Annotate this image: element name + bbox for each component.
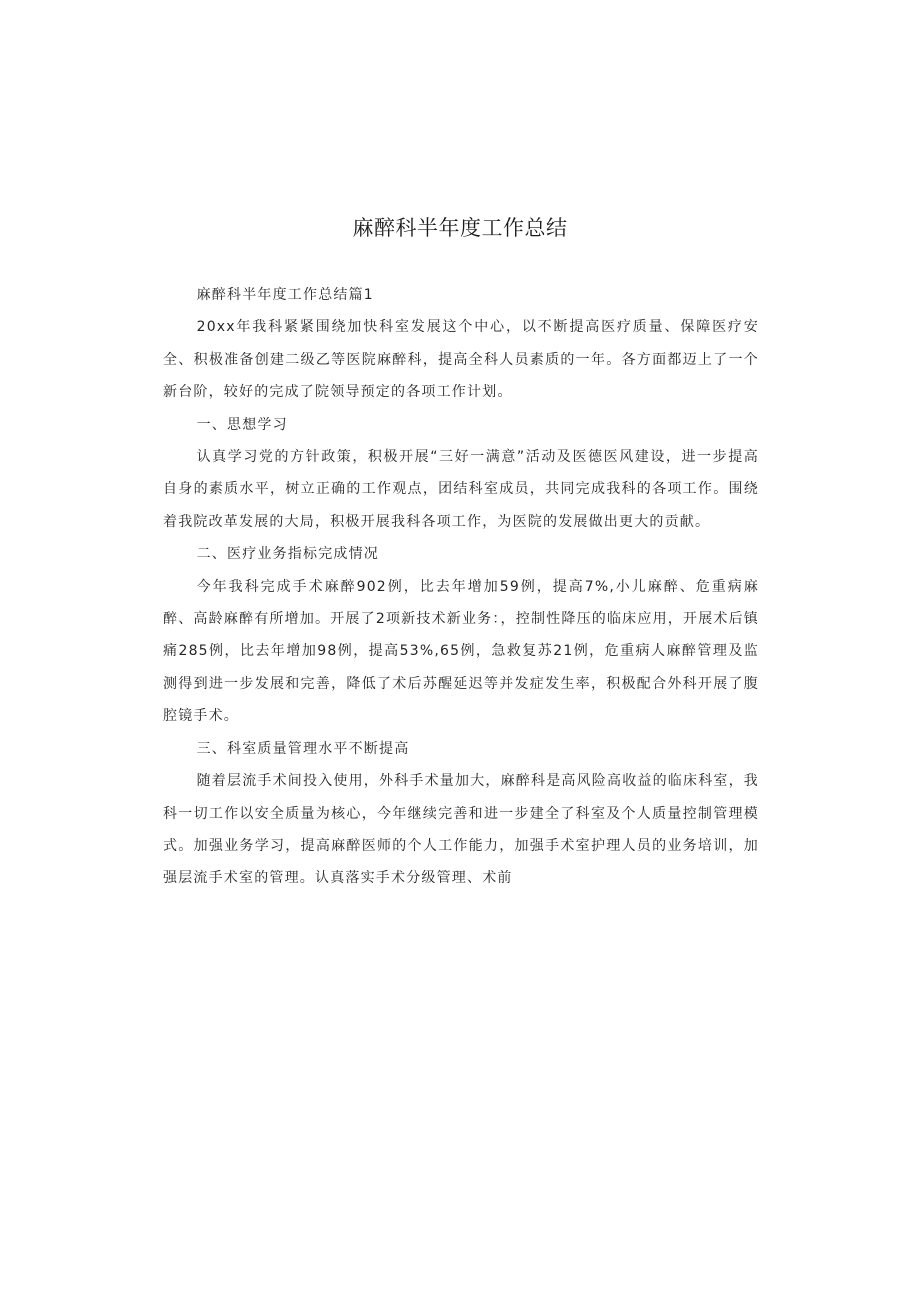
- document-title: 麻醉科半年度工作总结: [352, 216, 568, 240]
- body-paragraph: 20xx年我科紧紧围绕加快科室发展这个中心，以不断提高医疗质量、保障医疗安全、积极准备创建二级乙等医院麻醉科，提高全科人员素质的一年。各方面都迈上了一个新台阶，较好的完成了院领导预定的各项工作计划。: [163, 319, 759, 401]
- section-heading: 一、思想学习: [196, 416, 288, 433]
- body-paragraph: 认真学习党的方针政策，积极开展“三好一满意”活动及医德医风建设，进一步提高自身的素质水平，树立正确的工作观点，团结科室成员，共同完成我科的各项工作。围绕着我院改革发展的大局，积极开展我科各项工作，为医院的发展做出更大的贡献。: [163, 449, 759, 530]
- document-body: [163, 279, 759, 895]
- section-heading: 麻醉科半年度工作总结篇1: [196, 287, 374, 303]
- body-paragraph: 今年我科完成手术麻醉902例，比去年增加59例，提高7%,小儿麻醉、危重病麻醉、高龄麻醉有所增加。开展了2项新技术新业务：，控制性降压的临床应用，开展术后镇痛285例，比去年增加98例，提高53%,65例，急救复苏21例，危重病人麻醉管理及监测得到进一步发展和完善，降低了术后苏醒延迟等并发症发生率，积极配合外科开展了腹腔镜手术。: [163, 578, 759, 725]
- body-paragraph: 随着层流手术间投入使用，外科手术量加大，麻醉科是高风险高收益的临床科室，我科一切工作以安全质量为核心，今年继续完善和进一步建全了科室及个人质量控制管理模式。加强业务学习，提高麻醉医师的个人工作能力，加强手术室护理人员的业务培训，加强层流手术室的管理。认真落实手术分级管理、术前: [163, 773, 759, 887]
- section-heading: 二、医疗业务指标完成情况: [196, 546, 379, 563]
- section-heading: 三、科室质量管理水平不断提高: [196, 740, 410, 757]
